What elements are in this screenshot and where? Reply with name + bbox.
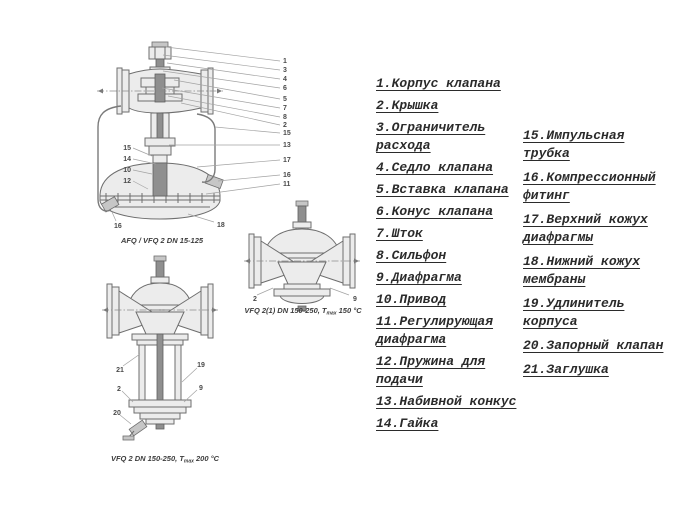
callout-number: 2 [283,122,287,129]
callout-number: 9 [199,385,203,392]
callout-number: 1 [283,58,287,65]
parts-list-item: 7.Шток [376,226,423,241]
parts-list-item: 19.Удлинитель корпуса [523,296,625,329]
callout-number: 2 [253,296,257,303]
valve-drawing-vfq21 [244,201,362,317]
caption-end: 200 °C [193,454,220,463]
callout-number: 17 [283,157,291,164]
callout-number: 2 [117,386,121,393]
caption-main: VFQ 2 DN 150-250, T [110,454,184,463]
parts-list-item: 8.Сильфон [376,248,447,263]
callout-number: 15 [283,130,291,137]
parts-list-item: 17.Верхний кожух диафрагмы [523,212,648,245]
valve-drawing-vfq2 [102,256,220,465]
parts-list-item: 21.Заглушка [523,362,609,377]
callout-number: 14 [123,156,131,163]
parts-list-item: 4.Седло клапана [376,160,494,175]
parts-list-right-column [523,127,673,385]
caption-main: VFQ 2(1) DN 150-250, T [244,306,327,315]
parts-list-item: 16.Компрессионный фитинг [523,170,656,203]
valve-drawing-afq-vfq2 [97,42,291,245]
parts-list-item: 15.Импульсная трубка [523,128,625,161]
callout-number: 16 [114,223,122,230]
callout-number: 19 [197,362,205,369]
caption-subscript: max [183,458,194,465]
callout-number: 12 [123,178,131,185]
callout-number: 13 [283,142,291,149]
parts-list-item: 1.Корпус клапана [376,76,501,91]
parts-list-left-column [376,75,524,437]
callout-number: 20 [113,410,121,417]
callout-number: 4 [283,76,287,83]
parts-list-item: 13.Набивной конкус [376,394,517,409]
parts-list-item: 20.Запорный клапан [523,338,664,353]
parts-list-item: 12.Пружина для подачи [376,354,486,387]
diagram-caption [111,454,220,465]
callout-number: 11 [283,181,291,188]
callout-number: 10 [123,167,131,174]
callout-number: 9 [353,296,357,303]
callout-number: 8 [283,114,287,121]
parts-list-item: 11.Регулирующая диафрагма [376,314,494,347]
callout-number: 3 [283,67,287,74]
callout-number: 5 [283,96,287,103]
callout-number: 15 [123,145,131,152]
diagram-caption: AFQ / VFQ 2 DN 15-125 [120,236,204,245]
caption-end: 150 °C [336,306,362,315]
parts-list-item: 14.Гайка [376,416,439,431]
parts-list-item: 5.Вставка клапана [376,182,509,197]
callout-number: 18 [217,222,225,229]
callout-number: 6 [283,85,287,92]
callout-number: 21 [116,367,124,374]
diagram-caption [244,306,362,317]
callout-number: 16 [283,172,291,179]
caption-subscript: max [326,310,337,317]
parts-list-item: 9.Диафрагма [376,270,462,285]
parts-list-item: 6.Конус клапана [376,204,494,219]
parts-list-item: 10.Привод [376,292,447,307]
parts-list-item: 2.Крышка [376,98,439,113]
callout-number: 7 [283,105,287,112]
parts-list-item: 3.Ограничитель расхода [376,120,486,153]
parts-list-item: 18.Нижний кожух мембраны [523,254,641,287]
